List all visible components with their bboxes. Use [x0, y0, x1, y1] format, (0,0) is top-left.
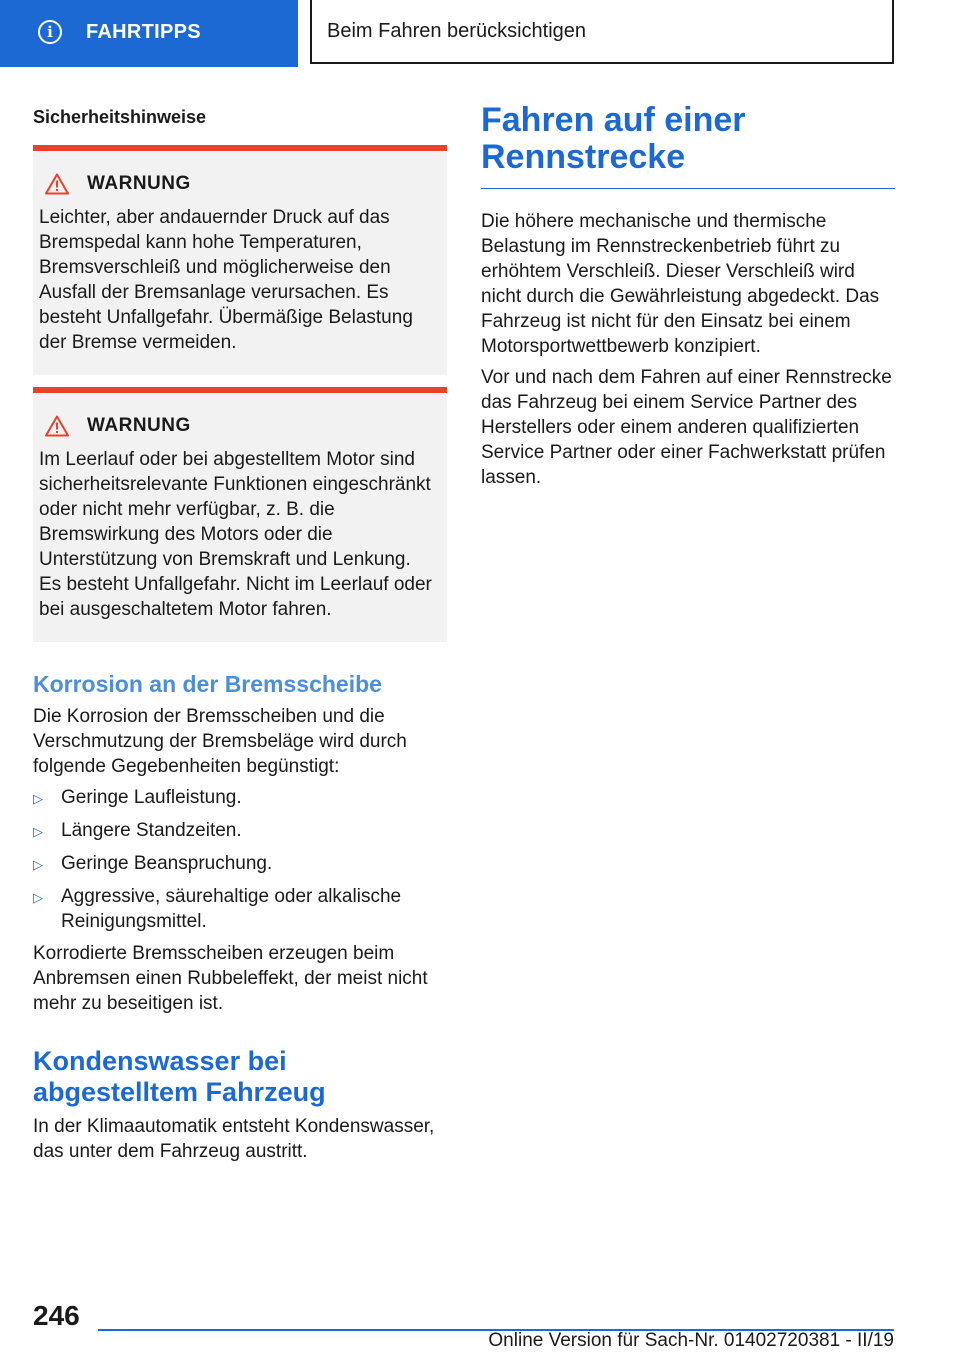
racetrack-paragraph: Die höhere mechanische und thermische Belastung im Rennstreckenbetrieb führt zu erhöhtem Verschleiß. Dieser Verschleiß wird nicht durch die Gewährleistung abgedeckt. Das Fahrzeug ist nicht für den Einsatz bei einem Motorsportwettbewerb konzipiert. [481, 211, 880, 357]
condensation-text: In der Klimaautomatik entsteht Kondenswasser, das unter dem Fahrzeug austritt. [33, 1116, 435, 1162]
chapter-tab-underline [0, 64, 298, 67]
warning-text: Leichter, aber andauernder Druck auf das Bremspedal kann hohe Temperaturen, Bremsverschleiß und möglicherweise den Ausfall der Bremsanlage verursachen. Es besteht Unfallgefahr. Übermäßige Belastung der Bremse vermeiden. [39, 207, 413, 353]
warning-title: WARNUNG [87, 173, 191, 194]
warning-title: WARNUNG [87, 415, 191, 436]
right-column [481, 100, 895, 496]
racetrack-heading: Fahren auf einer Rennstrecke [481, 101, 746, 176]
section-title: Beim Fahren berücksichtigen [327, 19, 587, 42]
section-header [310, 0, 894, 64]
heading-divider [481, 188, 895, 189]
condensation-heading: Kondenswasser bei abgestelltem Fahrzeug [33, 1046, 326, 1107]
triangle-bullet-icon: ▷ [33, 857, 43, 872]
page-number: 246 [33, 1300, 80, 1331]
triangle-bullet-icon: ▷ [33, 824, 43, 839]
warning-header [39, 167, 437, 201]
corrosion-intro: Die Korrosion der Bremsscheiben und die Verschmutzung der Bremsbeläge wird durch folgende Gegebenheiten begünstigt: [33, 706, 407, 777]
warning-box [33, 145, 447, 375]
warning-box [33, 387, 447, 642]
list-item-text: Aggressive, säurehaltige oder alkalische Reinigungsmittel. [61, 886, 402, 932]
left-column [33, 100, 447, 1170]
list-item-text: Geringe Laufleistung. [61, 787, 242, 808]
safety-title: Sicherheitshinweise [33, 107, 207, 127]
list-item [33, 884, 447, 934]
warning-text: Im Leerlauf oder bei abgestelltem Motor sind sicherheitsrelevante Funktionen eingeschränkt oder nicht mehr verfügbar, z. B. die Bremswirkung des Motors oder die Unterstützung von Bremskraft und Lenkung. Es besteht Unfallgefahr. Nicht im Leerlauf oder bei ausgeschaltetem Motor fahren. [39, 449, 432, 620]
list-item-text: Längere Standzeiten. [61, 820, 242, 841]
list-item [33, 785, 447, 811]
racetrack-paragraph: Vor und nach dem Fahren auf einer Rennstrecke das Fahrzeug bei einem Service Partner des Herstellers oder einem anderen qualifizierten Service Partner oder einer Fachwerkstatt prüfen lassen. [481, 367, 892, 488]
triangle-bullet-icon: ▷ [33, 890, 43, 905]
chapter-tab-label: FAHRTIPPS [86, 20, 201, 43]
chapter-tab [0, 0, 298, 64]
list-item [33, 818, 447, 844]
warning-header [39, 409, 437, 443]
corrosion-list [33, 785, 447, 934]
online-version-note: Online Version für Sach-Nr. 01402720381 - II/19 [488, 1330, 894, 1351]
list-item-text: Geringe Beanspruchung. [61, 853, 273, 874]
corrosion-heading: Korrosion an der Bremsscheibe [33, 671, 382, 697]
corrosion-outro: Korrodierte Bremsscheiben erzeugen beim Anbremsen einen Rubbeleffekt, der meist nicht mehr zu beseitigen ist. [33, 943, 428, 1014]
triangle-bullet-icon: ▷ [33, 791, 43, 806]
warning-triangle-icon [45, 415, 69, 437]
warning-triangle-icon [45, 173, 69, 195]
list-item [33, 851, 447, 877]
info-icon: i [38, 20, 62, 44]
